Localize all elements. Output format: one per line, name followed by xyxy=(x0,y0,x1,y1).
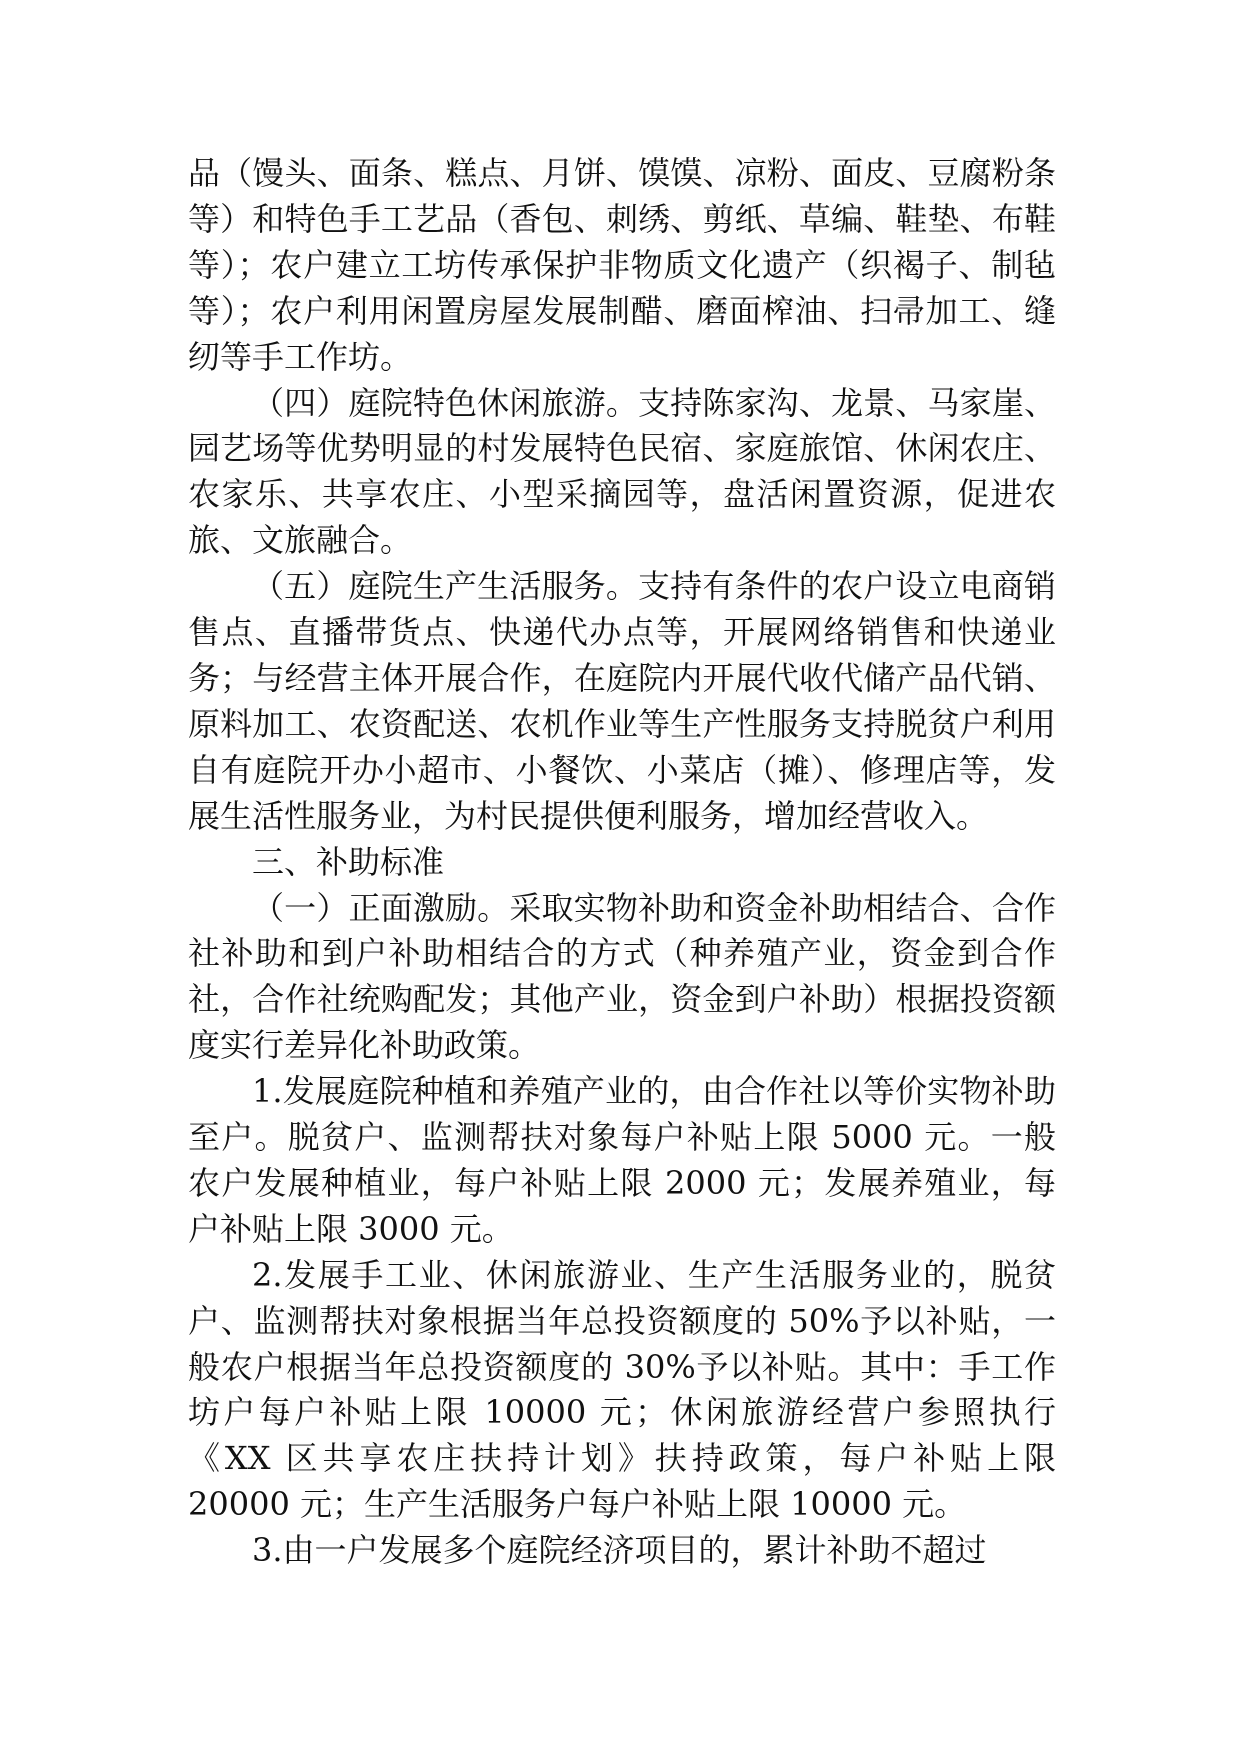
paragraph-handicraft-continuation: 品（馒头、面条、糕点、月饼、馍馍、凉粉、面皮、豆腐粉条等）和特色手工艺品（香包、刺绣、剪纸、草编、鞋垫、布鞋等）；农户建立工坊传承保护非物质文化遗产（织褐子、制毡等）；农户利用闲置房屋发展制醋、磨面榨油、扫帚加工、缝纫等手工作坊。 xyxy=(188,154,1056,376)
paragraph-item-2: 2.发展手工业、休闲旅游业、生产生活服务业的，脱贫户、监测帮扶对象根据当年总投资额度的 50%予以补贴，一般农户根据当年总投资额度的 30%予以补贴。其中：手工作坊户每户补贴上限 10000 元；休闲旅游经营户参照执行《XX 区共享农庄扶持计划》扶持政策，每户补贴上限 20000 元；生产生活服务户每户补贴上限 10000 元。 xyxy=(188,1255,1056,1524)
paragraph-leisure-tourism: （四）庭院特色休闲旅游。支持陈家沟、龙景、马家崖、园艺场等优势明显的村发展特色民宿、家庭旅馆、休闲农庄、农家乐、共享农庄、小型采摘园等，盘活闲置资源，促进农旅、文旅融合。 xyxy=(188,383,1056,560)
paragraph-item-1: 1.发展庭院种植和养殖产业的，由合作社以等价实物补助至户。脱贫户、监测帮扶对象每户补贴上限 5000 元。一般农户发展种植业，每户补贴上限 2000 元；发展养殖业，每户补贴上限 3000 元。 xyxy=(188,1072,1056,1248)
document-body xyxy=(188,151,1056,1574)
paragraph-positive-incentive: （一）正面激励。采取实物补助和资金补助相结合、合作社补助和到户补助相结合的方式（种养殖产业，资金到合作社，合作社统购配发；其他产业，资金到户补助）根据投资额度实行差异化补助政策。 xyxy=(188,888,1056,1065)
paragraph-item-3: 3.由一户发展多个庭院经济项目的，累计补助不超过 xyxy=(252,1531,987,1570)
paragraph-production-services: （五）庭院生产生活服务。支持有条件的农户设立电商销售点、直播带货点、快递代办点等，开展网络销售和快递业务；与经营主体开展合作，在庭院内开展代收代储产品代销、原料加工、农资配送、农机作业等生产性服务支持脱贫户利用自有庭院开办小超市、小餐饮、小菜店（摊）、修理店等，发展生活性服务业，为村民提供便利服务，增加经营收入。 xyxy=(188,567,1056,835)
section-heading-subsidy-standards: 三、补助标准 xyxy=(252,842,445,881)
